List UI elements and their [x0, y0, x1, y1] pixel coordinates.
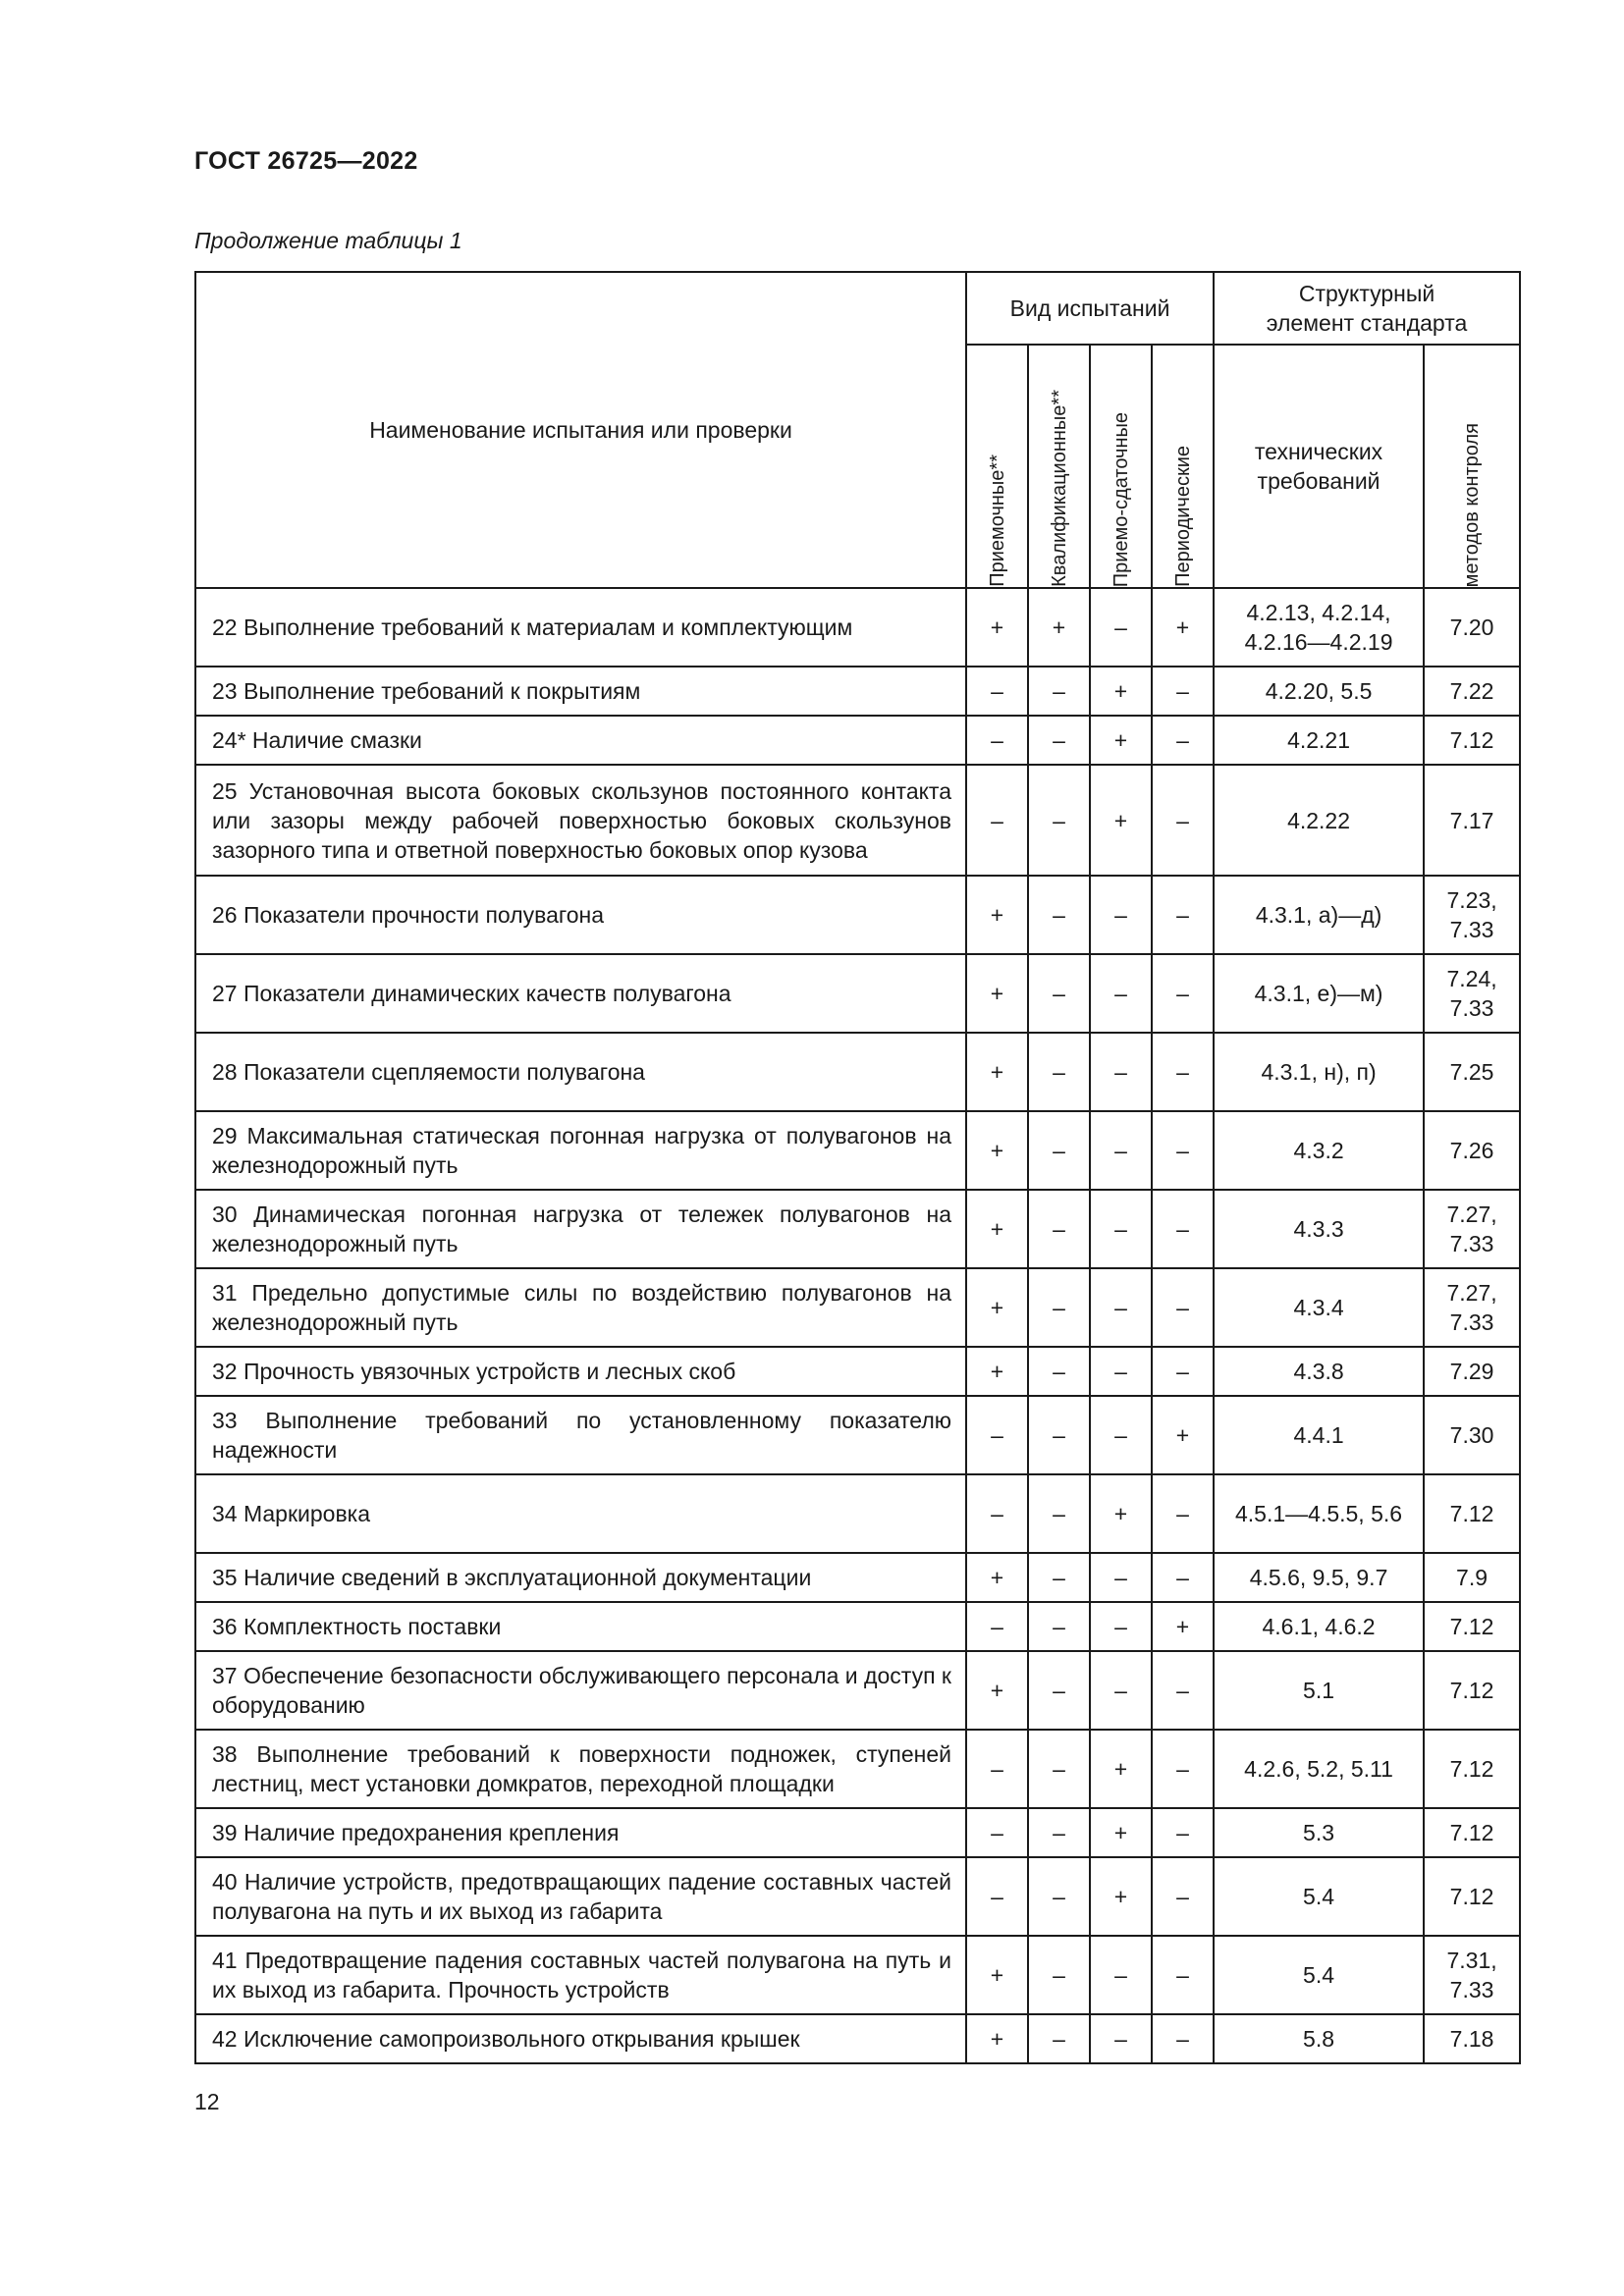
test-type-mark: –	[1028, 1553, 1090, 1602]
header-handover: Приемо-сдаточные	[1090, 345, 1152, 588]
test-type-mark: +	[966, 1553, 1028, 1602]
test-name-cell: 28 Показатели сцепляемости полувагона	[195, 1033, 966, 1111]
test-name-cell: 25 Установочная высота боковых скользунов постоянного контакта или зазоры между рабочей поверхностью боковых скользунов зазорного типа и ответной поверхностью боковых опор кузова	[195, 765, 966, 876]
test-type-mark: –	[1028, 765, 1090, 876]
test-type-mark: –	[1090, 1553, 1152, 1602]
test-type-mark: –	[966, 1474, 1028, 1553]
tech-requirements-cell: 5.8	[1214, 2014, 1424, 2063]
control-methods-cell: 7.25	[1424, 1033, 1520, 1111]
test-type-mark: +	[1090, 1730, 1152, 1808]
test-type-mark: –	[1090, 954, 1152, 1033]
control-methods-cell: 7.27, 7.33	[1424, 1190, 1520, 1268]
control-methods-cell: 7.20	[1424, 588, 1520, 667]
control-methods-cell: 7.18	[1424, 2014, 1520, 2063]
test-name-cell: 29 Максимальная статическая погонная нагрузка от полувагонов на железнодорожный путь	[195, 1111, 966, 1190]
tech-requirements-cell: 4.2.22	[1214, 765, 1424, 876]
test-name-cell: 42 Исключение самопроизвольного открывания крышек	[195, 2014, 966, 2063]
tech-requirements-cell: 4.4.1	[1214, 1396, 1424, 1474]
test-table	[194, 271, 1521, 2064]
table-row	[195, 1553, 1520, 1602]
test-type-mark: –	[1090, 1936, 1152, 2014]
control-methods-cell: 7.30	[1424, 1396, 1520, 1474]
control-methods-cell: 7.12	[1424, 1808, 1520, 1857]
test-type-mark: +	[966, 588, 1028, 667]
table-row	[195, 667, 1520, 716]
control-methods-cell: 7.12	[1424, 716, 1520, 765]
test-type-mark: –	[1152, 1033, 1214, 1111]
test-type-mark: –	[1028, 1808, 1090, 1857]
control-methods-cell: 7.9	[1424, 1553, 1520, 1602]
test-name-cell: 41 Предотвращение падения составных частей полувагона на путь и их выход из габарита. Прочность устройств	[195, 1936, 966, 2014]
test-type-mark: +	[966, 1268, 1028, 1347]
header-control-methods: методов контроля	[1424, 345, 1520, 588]
test-type-mark: –	[1090, 1268, 1152, 1347]
test-type-mark: +	[1028, 588, 1090, 667]
tech-requirements-cell: 4.3.1, а)—д)	[1214, 876, 1424, 954]
test-name-cell: 40 Наличие устройств, предотвращающих падение составных частей полувагона на путь и их выход из габарита	[195, 1857, 966, 1936]
test-name-cell: 35 Наличие сведений в эксплуатационной документации	[195, 1553, 966, 1602]
page-number: 12	[194, 2089, 220, 2114]
tech-requirements-cell: 4.3.3	[1214, 1190, 1424, 1268]
control-methods-cell: 7.12	[1424, 1474, 1520, 1553]
test-type-mark: –	[1028, 1111, 1090, 1190]
test-type-mark: –	[1028, 716, 1090, 765]
table-row	[195, 1808, 1520, 1857]
test-type-mark: +	[966, 2014, 1028, 2063]
header-test-name: Наименование испытания или проверки	[195, 272, 966, 588]
test-name-cell: 36 Комплектность поставки	[195, 1602, 966, 1651]
test-type-mark: –	[966, 1602, 1028, 1651]
test-type-mark: –	[1090, 876, 1152, 954]
table-row	[195, 1651, 1520, 1730]
table-row	[195, 1396, 1520, 1474]
test-type-mark: –	[1152, 667, 1214, 716]
test-type-mark: –	[1090, 1347, 1152, 1396]
test-name-cell: 24* Наличие смазки	[195, 716, 966, 765]
test-type-mark: +	[966, 954, 1028, 1033]
test-type-mark: –	[1152, 1553, 1214, 1602]
tech-requirements-cell: 5.3	[1214, 1808, 1424, 1857]
test-type-mark: –	[966, 1808, 1028, 1857]
test-type-mark: +	[1152, 588, 1214, 667]
table-row	[195, 1268, 1520, 1347]
tech-requirements-cell: 4.5.6, 9.5, 9.7	[1214, 1553, 1424, 1602]
table-row	[195, 716, 1520, 765]
test-type-mark: –	[1028, 1857, 1090, 1936]
control-methods-cell: 7.24, 7.33	[1424, 954, 1520, 1033]
test-name-cell: 39 Наличие предохранения крепления	[195, 1808, 966, 1857]
test-type-mark: –	[1028, 1268, 1090, 1347]
test-type-mark: –	[1090, 1396, 1152, 1474]
test-type-mark: –	[1028, 1730, 1090, 1808]
tech-requirements-cell: 4.3.4	[1214, 1268, 1424, 1347]
test-type-mark: –	[1152, 1190, 1214, 1268]
test-name-cell: 38 Выполнение требований к поверхности подножек, ступеней лестниц, мест установки домкратов, переходной площадки	[195, 1730, 966, 1808]
control-methods-cell: 7.12	[1424, 1651, 1520, 1730]
test-type-mark: –	[1028, 876, 1090, 954]
test-type-mark: –	[1028, 1602, 1090, 1651]
test-type-mark: +	[1090, 765, 1152, 876]
tech-requirements-cell: 5.4	[1214, 1857, 1424, 1936]
control-methods-cell: 7.26	[1424, 1111, 1520, 1190]
table-row	[195, 1033, 1520, 1111]
test-type-mark: –	[1028, 1396, 1090, 1474]
test-type-mark: –	[1028, 1651, 1090, 1730]
header-struct-element: Структурный элемент стандарта	[1214, 272, 1520, 345]
tech-requirements-cell: 4.2.21	[1214, 716, 1424, 765]
table-row	[195, 1730, 1520, 1808]
tech-requirements-cell: 4.3.2	[1214, 1111, 1424, 1190]
test-type-mark: –	[1152, 765, 1214, 876]
test-name-cell: 33 Выполнение требований по установленному показателю надежности	[195, 1396, 966, 1474]
tech-requirements-cell: 4.3.8	[1214, 1347, 1424, 1396]
test-type-mark: –	[966, 1730, 1028, 1808]
test-type-mark: +	[966, 1347, 1028, 1396]
table-row	[195, 588, 1520, 667]
test-type-mark: –	[1152, 2014, 1214, 2063]
tech-requirements-cell: 4.2.6, 5.2, 5.11	[1214, 1730, 1424, 1808]
test-type-mark: –	[1028, 1190, 1090, 1268]
table-row	[195, 765, 1520, 876]
tech-requirements-cell: 5.4	[1214, 1936, 1424, 2014]
test-type-mark: –	[1152, 1857, 1214, 1936]
test-type-mark: –	[1090, 2014, 1152, 2063]
test-type-mark: +	[966, 1111, 1028, 1190]
table-row	[195, 1347, 1520, 1396]
table-body	[195, 588, 1520, 2063]
test-type-mark: –	[1152, 1936, 1214, 2014]
header-acceptance: Приемочные**	[966, 345, 1028, 588]
control-methods-cell: 7.17	[1424, 765, 1520, 876]
table-row	[195, 1111, 1520, 1190]
test-name-cell: 34 Маркировка	[195, 1474, 966, 1553]
test-type-mark: –	[1152, 1474, 1214, 1553]
test-type-mark: –	[1152, 1347, 1214, 1396]
test-type-mark: –	[1090, 588, 1152, 667]
test-type-mark: +	[1090, 1474, 1152, 1553]
test-type-mark: –	[1028, 1936, 1090, 2014]
test-type-mark: –	[1028, 667, 1090, 716]
test-type-mark: –	[966, 1396, 1028, 1474]
tech-requirements-cell: 4.2.20, 5.5	[1214, 667, 1424, 716]
header-periodic: Периодические	[1152, 345, 1214, 588]
table-row	[195, 2014, 1520, 2063]
test-type-mark: –	[1090, 1190, 1152, 1268]
tech-requirements-cell: 5.1	[1214, 1651, 1424, 1730]
test-type-mark: –	[966, 1857, 1028, 1936]
control-methods-cell: 7.23, 7.33	[1424, 876, 1520, 954]
tech-requirements-cell: 4.6.1, 4.6.2	[1214, 1602, 1424, 1651]
tech-requirements-cell: 4.2.13, 4.2.14, 4.2.16—4.2.19	[1214, 588, 1424, 667]
control-methods-cell: 7.12	[1424, 1857, 1520, 1936]
document-header: ГОСТ 26725—2022	[194, 147, 418, 175]
control-methods-cell: 7.12	[1424, 1730, 1520, 1808]
test-name-cell: 23 Выполнение требований к покрытиям	[195, 667, 966, 716]
test-type-mark: –	[1028, 1347, 1090, 1396]
table-caption: Продолжение таблицы 1	[194, 228, 462, 253]
tech-requirements-cell: 4.5.1—4.5.5, 5.6	[1214, 1474, 1424, 1553]
test-type-mark: –	[1090, 1033, 1152, 1111]
control-methods-cell: 7.27, 7.33	[1424, 1268, 1520, 1347]
test-name-cell: 31 Предельно допустимые силы по воздействию полувагонов на железнодорожный путь	[195, 1268, 966, 1347]
test-type-mark: –	[1090, 1651, 1152, 1730]
test-type-mark: –	[1152, 1808, 1214, 1857]
test-type-mark: –	[966, 716, 1028, 765]
table-row	[195, 1474, 1520, 1553]
table-row	[195, 1936, 1520, 2014]
control-methods-cell: 7.22	[1424, 667, 1520, 716]
test-type-mark: +	[966, 876, 1028, 954]
test-name-cell: 32 Прочность увязочных устройств и лесных скоб	[195, 1347, 966, 1396]
test-name-cell: 26 Показатели прочности полувагона	[195, 876, 966, 954]
table-row	[195, 954, 1520, 1033]
test-type-mark: –	[966, 765, 1028, 876]
table-row	[195, 1602, 1520, 1651]
test-type-mark: +	[1090, 667, 1152, 716]
test-type-mark: –	[966, 667, 1028, 716]
test-type-mark: –	[1028, 954, 1090, 1033]
test-type-mark: +	[1152, 1602, 1214, 1651]
test-type-mark: –	[1152, 876, 1214, 954]
test-type-mark: +	[966, 1033, 1028, 1111]
test-type-mark: +	[966, 1936, 1028, 2014]
table-row	[195, 1190, 1520, 1268]
test-type-mark: –	[1152, 716, 1214, 765]
test-type-mark: –	[1152, 1651, 1214, 1730]
test-name-cell: 27 Показатели динамических качеств полувагона	[195, 954, 966, 1033]
header-test-type: Вид испытаний	[966, 272, 1214, 345]
test-type-mark: –	[1152, 1730, 1214, 1808]
tech-requirements-cell: 4.3.1, н), п)	[1214, 1033, 1424, 1111]
test-type-mark: –	[1152, 954, 1214, 1033]
table-row	[195, 876, 1520, 954]
test-type-mark: –	[1152, 1111, 1214, 1190]
tech-requirements-cell: 4.3.1, е)—м)	[1214, 954, 1424, 1033]
header-qualification: Квалификационные**	[1028, 345, 1090, 588]
test-type-mark: –	[1028, 1033, 1090, 1111]
test-type-mark: +	[1090, 1808, 1152, 1857]
test-type-mark: –	[1028, 2014, 1090, 2063]
header-tech-requirements: технических требований	[1214, 345, 1424, 588]
test-name-cell: 37 Обеспечение безопасности обслуживающего персонала и доступ к оборудованию	[195, 1651, 966, 1730]
test-type-mark: +	[966, 1651, 1028, 1730]
test-type-mark: +	[1090, 716, 1152, 765]
test-type-mark: +	[1152, 1396, 1214, 1474]
control-methods-cell: 7.31, 7.33	[1424, 1936, 1520, 2014]
control-methods-cell: 7.29	[1424, 1347, 1520, 1396]
test-type-mark: +	[966, 1190, 1028, 1268]
test-type-mark: –	[1152, 1268, 1214, 1347]
test-name-cell: 22 Выполнение требований к материалам и комплектующим	[195, 588, 966, 667]
control-methods-cell: 7.12	[1424, 1602, 1520, 1651]
test-type-mark: –	[1028, 1474, 1090, 1553]
test-type-mark: +	[1090, 1857, 1152, 1936]
test-name-cell: 30 Динамическая погонная нагрузка от тележек полувагонов на железнодорожный путь	[195, 1190, 966, 1268]
test-type-mark: –	[1090, 1111, 1152, 1190]
test-type-mark: –	[1090, 1602, 1152, 1651]
table-row	[195, 1857, 1520, 1936]
